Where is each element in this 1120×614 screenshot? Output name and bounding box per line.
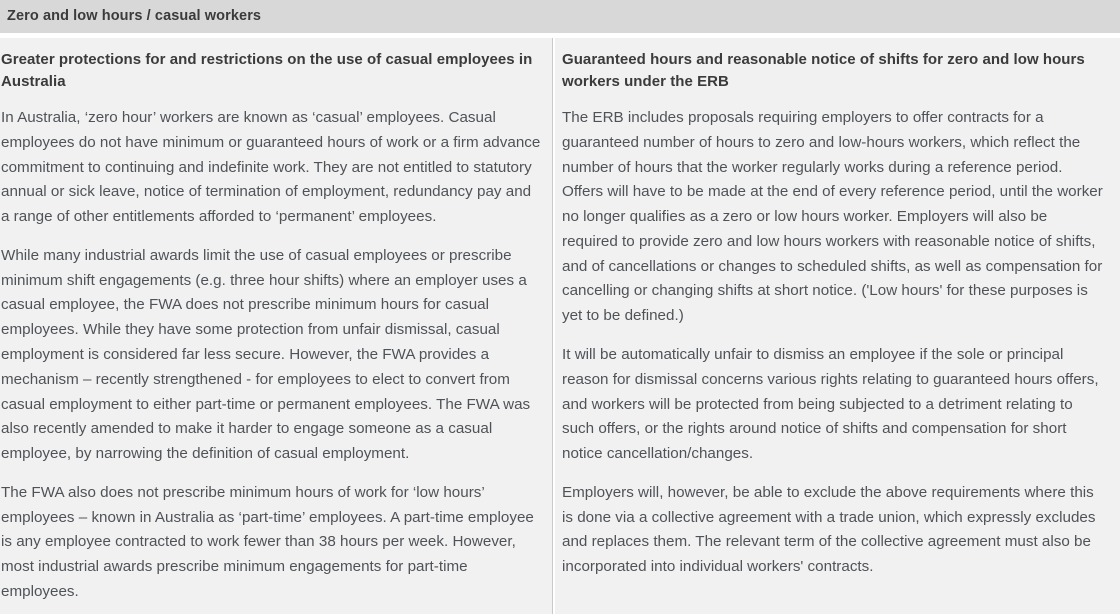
left-column-paragraph: In Australia, ‘zero hour’ workers are known as ‘casual’ employees. Casual employees do not have minimum or guaranteed hours of work or a firm advance commitment to continuing and indefinite work. They are not entitled to statutory annual or sick leave, notice of termination of employment, redundancy pay and a range of other entitlements afforded to ‘permanent’ employees. bbox=[1, 109, 541, 226]
left-column bbox=[0, 38, 552, 614]
right-column bbox=[555, 38, 1120, 614]
right-column-paragraph: The ERB includes proposals requiring employers to offer contracts for a guaranteed number of hours to zero and low-hours workers, which reflect the number of hours that the worker regularly works during a reference period. Offers will have to be made at the end of every reference period, until the worker no longer qualifies as a zero or low hours worker. Employers will also be required to provide zero and low hours workers with reasonable notice of shifts, and of cancellations or changes to scheduled shifts, as well as compensation for cancelling or changing shifts at short notice. ('Low hours' for these purposes is yet to be defined.) bbox=[562, 109, 1103, 325]
section-header-band bbox=[0, 0, 1120, 33]
right-column-paragraph: Employers will, however, be able to exclude the above requirements where this is done via a collective agreement with a trade union, which expressly excludes and replaces them. The relevant term of the collective agreement must also be incorporated into individual workers' contracts. bbox=[562, 483, 1096, 576]
right-column-paragraph: It will be automatically unfair to dismiss an employee if the sole or principal reason for dismissal concerns various rights relating to guaranteed hours offers, and workers will be protected from being subjected to a detriment relating to such offers, or the rights around notice of shifts and compensation for short notice cancellation/changes. bbox=[562, 345, 1099, 463]
section-title: Zero and low hours / casual workers bbox=[7, 7, 262, 24]
columns-container bbox=[0, 38, 1120, 614]
left-column-paragraph: While many industrial awards limit the use of casual employees or prescribe minimum shift engagements (e.g. three hour shifts) where an employer uses a casual employee, the FWA does not prescribe minimum hours for casual employees. While they have some protection from unfair dismissal, casual employment is considered far less secure. However, the FWA provides a mechanism – recently strengthened - for employees to elect to convert from casual employment to either part-time or permanent employees. The FWA was also recently amended to make it harder to engage someone as a casual employee, by narrowing the definition of casual employment. bbox=[1, 246, 531, 463]
left-column-paragraph: The FWA also does not prescribe minimum hours of work for ‘low hours’ employees – known in Australia as ‘part-time’ employees. A part-time employee is any employee contracted to work fewer than 38 hours per week. However, most industrial awards prescribe minimum engagements for part-time employees. bbox=[1, 483, 534, 600]
right-column-heading: Guaranteed hours and reasonable notice of shifts for zero and low hours workers under the ERB bbox=[562, 51, 1085, 91]
left-column-heading: Greater protections for and restrictions on the use of casual employees in Australia bbox=[1, 51, 533, 91]
